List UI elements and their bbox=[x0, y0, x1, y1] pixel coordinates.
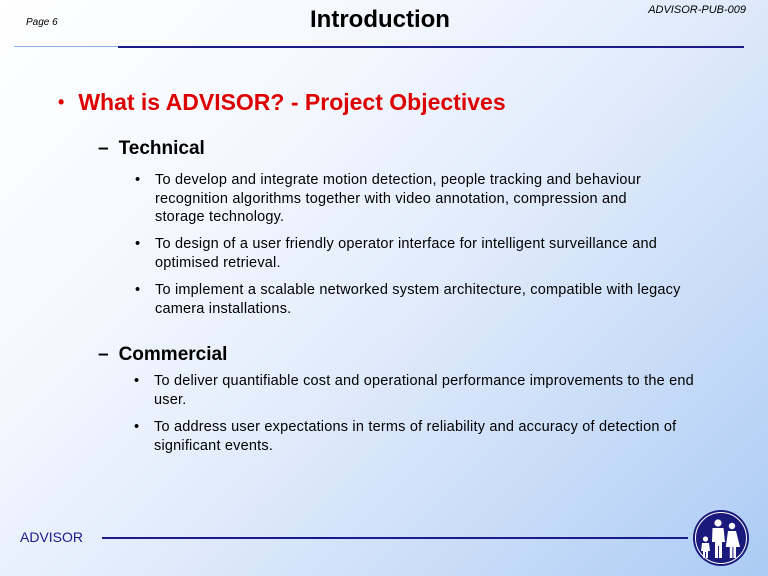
list-item bbox=[135, 281, 685, 318]
item-text: To address user expectations in terms of reliability and accuracy of detection of significant events. bbox=[154, 419, 677, 454]
page-number: Page 6 bbox=[26, 17, 58, 28]
list-item bbox=[135, 235, 710, 272]
item-text: To implement a scalable networked system architecture, compatible with legacy camera installations. bbox=[155, 282, 681, 317]
heading-bullet: • bbox=[58, 92, 65, 112]
bullet-dot: • bbox=[135, 172, 141, 188]
list-item bbox=[134, 372, 706, 409]
section-commercial-title bbox=[98, 344, 227, 366]
item-text: To design of a user friendly operator interface for intelligent surveillance and optimised retrieval. bbox=[155, 236, 658, 271]
bullet-dot: • bbox=[135, 236, 141, 252]
item-text: To deliver quantifiable cost and operational performance improvements to the end user. bbox=[154, 373, 694, 408]
section-title: Technical bbox=[118, 138, 205, 159]
bullet-dot: • bbox=[134, 419, 140, 435]
document-id: ADVISOR-PUB-009 bbox=[648, 4, 746, 16]
header-rule-light bbox=[14, 46, 118, 47]
item-text: To develop and integrate motion detection, people tracking and behaviour recognition algorithms together with video annotation, compression and storage technology. bbox=[155, 172, 641, 225]
heading-text: What is ADVISOR? - Project Objectives bbox=[78, 89, 506, 115]
list-item bbox=[135, 171, 675, 227]
bullet-dot: • bbox=[135, 282, 141, 298]
bullet-dot: • bbox=[134, 373, 140, 389]
main-heading bbox=[58, 89, 506, 116]
footer-rule bbox=[102, 537, 688, 539]
section-title: Commercial bbox=[118, 344, 228, 365]
section-dash: – bbox=[98, 138, 109, 159]
header-rule bbox=[118, 46, 744, 48]
section-technical-title bbox=[98, 138, 205, 160]
family-logo-icon bbox=[692, 509, 750, 567]
section-dash: – bbox=[98, 344, 109, 365]
slide-title: Introduction bbox=[310, 6, 450, 33]
footer-label: ADVISOR bbox=[20, 529, 84, 545]
list-item bbox=[134, 418, 679, 455]
